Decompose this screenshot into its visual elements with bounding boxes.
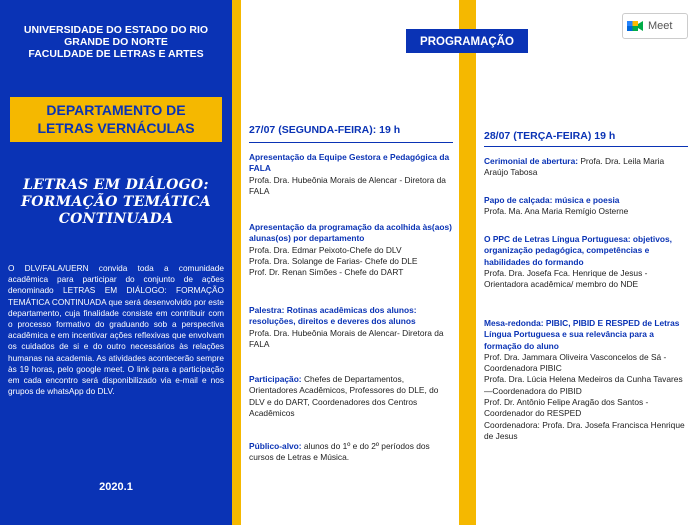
day2-item-3-body: Profa. Dra. Josefa Fca. Henrique de Jesus - Orientadora acadêmica/ membro do NDE <box>484 267 648 290</box>
meet-label: Meet <box>648 20 673 32</box>
university-header <box>0 24 232 60</box>
day2-divider <box>484 146 688 147</box>
university-line-1: UNIVERSIDADE DO ESTADO DO RIO <box>23 24 209 36</box>
video-camera-icon <box>626 17 644 35</box>
google-meet-logo <box>622 13 688 39</box>
day2-item-3 <box>484 234 688 290</box>
day2-item-2-body: Profa. Ma. Ana Maria Remígio Osterne <box>484 206 629 217</box>
year-label: 2020.1 <box>99 481 133 493</box>
day1-item-2-title: Apresentação da programação da acolhida às(aos) alunas(os) por departamento <box>249 222 452 244</box>
programacao-banner: PROGRAMAÇÃO <box>406 29 528 53</box>
day2-item-2 <box>484 195 688 218</box>
yellow-divider-left <box>232 0 241 525</box>
day1-item-4-label: Participação: <box>249 374 302 384</box>
day2-panel <box>476 0 696 525</box>
day2-item-4 <box>484 318 688 442</box>
day2-item-1-label: Cerimonial de abertura: <box>484 156 579 166</box>
day1-item-1-title: Apresentação da Equipe Gestora e Pedagógica da FALA <box>249 152 450 174</box>
yellow-divider-right <box>467 0 476 525</box>
day1-item-5-label: Público-alvo: <box>249 441 302 451</box>
left-panel <box>0 0 232 525</box>
program-description: O DLV/FALA/UERN convida toda a comunidade acadêmica para participar do conjunto de ações denominado LETRAS EM DIÁLOGO: FORMAÇÃO TEMÁTICA CONTINUADA que será desenvolvido por este departamento, cuja finalidade consiste em contribuir com o processo formativo do graduando sob a perspectiva acadêmica e em incentivar ações reflexivas que envolvam os cuidados de si e do outro necessários às relações humanas na academia. As atividades acontecerão sempre às 19 horas, pelo google meet. O link para a participação em cada encontro será disponibilizado via e-mail e nos grupos de whatsApp do DLV. <box>8 263 224 397</box>
program-title-line-1: LETRAS EM DIÁLOGO: <box>23 177 209 193</box>
day1-item-1 <box>249 152 453 197</box>
day2-item-4-body: Prof. Dra. Jammara Oliveira Vasconcelos de Sá - Coordenadora PIBIC Profa. Dra. Lúcia Helena Medeiros da Cunha Tavares—Coordenadora do PIBID Prof. Dr. Antônio Felipe Aragão dos Santos - Coordenador do RESPED Coordenadora: Profa. Dra. Josefa Francisca Henrique de Jesus <box>484 351 685 441</box>
day1-item-4-body: Chefes de Departamentos, Orientadores Acadêmicos, Professores do DLE, do DLV e do DART, Coordenadores dos Centros Acadêmicos <box>249 374 439 418</box>
day1-item-2 <box>249 222 453 278</box>
day2-item-1 <box>484 156 688 179</box>
day1-title: 27/07 (SEGUNDA-FEIRA): 19 h <box>249 124 401 136</box>
day1-item-1-body: Profa. Dra. Hubeônia Morais de Alencar - Diretora da FALA <box>249 174 446 196</box>
university-line-2: GRANDE DO NORTE <box>64 36 168 48</box>
day1-item-5-body: alunos do 1º e do 2º períodos dos cursos de Letras e Música. <box>249 441 430 463</box>
department-banner <box>10 97 222 142</box>
day2-item-3-title: O PPC de Letras Língua Portuguesa: objetivos, organização pedagógica, competências e habilidades do formando <box>484 234 673 267</box>
day2-title: 28/07 (TERÇA-FEIRA) 19 h <box>484 130 616 142</box>
university-line-3: FACULDADE DE LETRAS E ARTES <box>28 48 204 60</box>
day1-item-3 <box>249 305 453 350</box>
day1-item-4 <box>249 374 453 419</box>
day1-divider <box>249 142 453 143</box>
day2-item-4-title: Mesa-redonda: PIBIC, PIBID E RESPED de Letras Língua Portuguesa e sua relevância para a formação do aluno <box>484 318 680 351</box>
program-title-line-3: CONTINUADA <box>58 211 174 227</box>
day2-item-1-body: Profa. Dra. Leila Maria Araújo Tabosa <box>484 156 665 178</box>
day1-item-2-body: Profa. Dra. Edmar Peixoto-Chefe do DLV Profa. Dra. Solange de Farias- Chefe do DLE Prof. Dr. Renan Simões - Chefe do DART <box>249 244 418 278</box>
program-title <box>0 177 232 228</box>
program-title-line-2: FORMAÇÃO TEMÁTICA <box>21 194 211 210</box>
department-line-1: DEPARTAMENTO DE <box>46 102 186 118</box>
day1-panel <box>241 0 459 525</box>
department-line-2: LETRAS VERNÁCULAS <box>37 120 195 136</box>
day1-item-5 <box>249 441 453 464</box>
day1-item-3-body: Profa. Dra. Hubeônia Morais de Alencar- Diretora da FALA <box>249 327 444 349</box>
day1-item-3-title: Palestra: Rotinas acadêmicas dos alunos: resoluções, direitos e deveres dos alunos <box>249 305 417 327</box>
day2-item-2-title: Papo de calçada: música e poesia <box>484 195 620 205</box>
